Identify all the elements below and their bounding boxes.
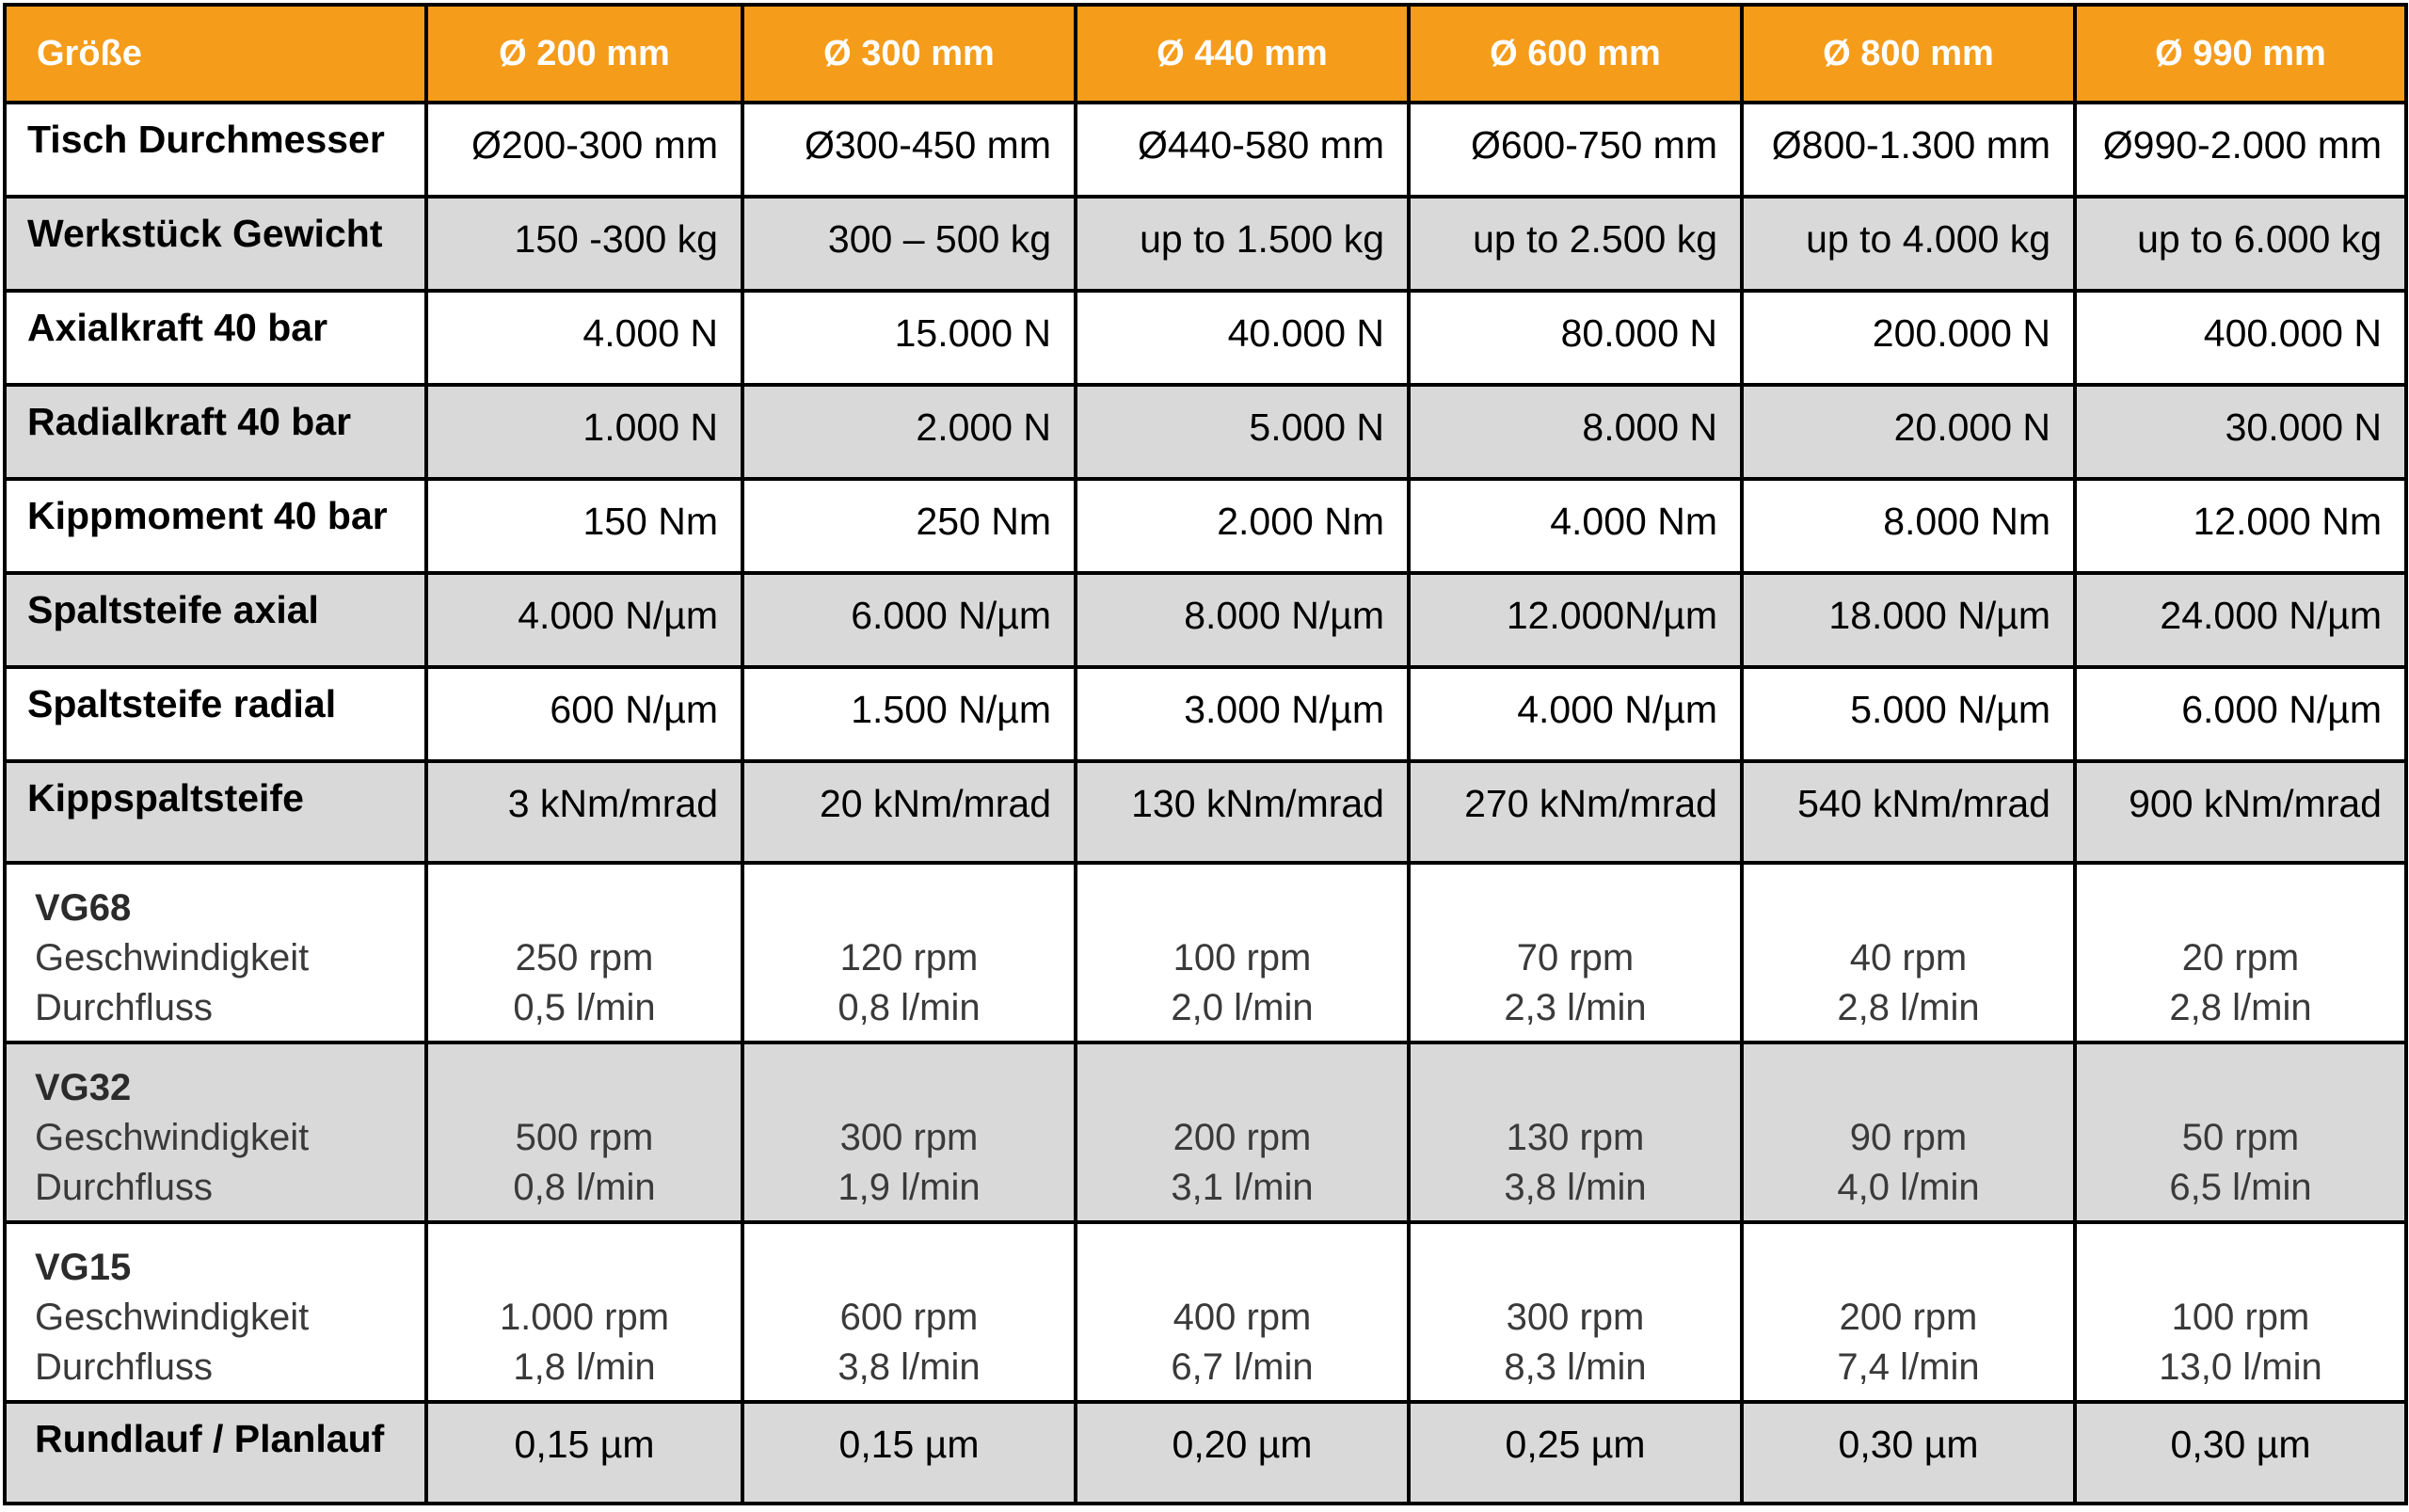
table-cell (1742, 1042, 2075, 1222)
row-label: Spaltsteife radial (5, 667, 426, 761)
header-size-label: Größe (5, 5, 426, 103)
table-cell: up to 2.500 kg (1409, 197, 1742, 291)
table-cell: 400.000 N (2075, 291, 2406, 385)
oil-label-cell (5, 1042, 426, 1222)
flow-value: 2,3 l/min (1504, 987, 1647, 1028)
table-cell: 2.000 Nm (1076, 479, 1409, 573)
speed-value: 100 rpm (2171, 1297, 2310, 1338)
table-cell: 5.000 N (1076, 385, 1409, 479)
table-cell: 8.000 N/µm (1076, 573, 1409, 667)
table-cell: 150 Nm (426, 479, 742, 573)
flow-value: 0,5 l/min (513, 987, 656, 1028)
table-cell (426, 863, 742, 1042)
table-cell: 200.000 N (1742, 291, 2075, 385)
table-cell: 250 Nm (742, 479, 1076, 573)
speed-value: 200 rpm (1173, 1117, 1312, 1158)
table-cell (1409, 1222, 1742, 1402)
flow-value: 3,8 l/min (838, 1346, 981, 1388)
flow-value: 4,0 l/min (1837, 1167, 1980, 1208)
table-cell: 6.000 N/µm (2075, 667, 2406, 761)
table-cell: Ø440-580 mm (1076, 103, 1409, 197)
speed-value: 300 rpm (839, 1117, 979, 1158)
table-cell: 900 kNm/mrad (2075, 761, 2406, 863)
table-cell: 130 kNm/mrad (1076, 761, 1409, 863)
table-cell (1076, 1222, 1409, 1402)
table-cell: 2.000 N (742, 385, 1076, 479)
speed-value: 250 rpm (515, 937, 654, 979)
table-cell: 8.000 N (1409, 385, 1742, 479)
table-cell: up to 6.000 kg (2075, 197, 2406, 291)
table-cell: 40.000 N (1076, 291, 1409, 385)
table-cell: up to 4.000 kg (1742, 197, 2075, 291)
flow-value: 1,8 l/min (513, 1346, 656, 1388)
table-cell: 20.000 N (1742, 385, 2075, 479)
speed-value: 90 rpm (1849, 1117, 1968, 1158)
table-cell: 3 kNm/mrad (426, 761, 742, 863)
row-label: Radialkraft 40 bar (5, 385, 426, 479)
table-row-radialkraft (5, 385, 2406, 479)
table-cell: 20 kNm/mrad (742, 761, 1076, 863)
header-size-600: Ø 600 mm (1409, 5, 1742, 103)
spec-table (3, 3, 2408, 1505)
row-label: Kippspaltsteife (5, 761, 426, 863)
table-cell (1076, 1042, 1409, 1222)
table-cell: 15.000 N (742, 291, 1076, 385)
table-cell: Ø200-300 mm (426, 103, 742, 197)
row-label: Axialkraft 40 bar (5, 291, 426, 385)
table-cell: 18.000 N/µm (1742, 573, 2075, 667)
table-cell (1742, 863, 2075, 1042)
speed-value: 120 rpm (839, 937, 979, 979)
table-cell: 8.000 Nm (1742, 479, 2075, 573)
table-cell: 540 kNm/mrad (1742, 761, 2075, 863)
header-size-800: Ø 800 mm (1742, 5, 2075, 103)
table-cell (2075, 863, 2406, 1042)
table-row-tisch-durchmesser (5, 103, 2406, 197)
flow-value: 13,0 l/min (2159, 1346, 2322, 1388)
table-cell: 12.000 Nm (2075, 479, 2406, 573)
speed-value: 130 rpm (1506, 1117, 1645, 1158)
speed-value: 20 rpm (2181, 937, 2300, 979)
table-row-vg68 (5, 863, 2406, 1042)
table-cell: 0,30 µm (2075, 1402, 2406, 1504)
flow-value: 7,4 l/min (1837, 1346, 1980, 1388)
flow-value: 2,0 l/min (1171, 987, 1314, 1028)
flow-value: 1,9 l/min (838, 1167, 981, 1208)
table-cell: up to 1.500 kg (1076, 197, 1409, 291)
speed-value: 1.000 rpm (499, 1297, 670, 1338)
speed-value: 400 rpm (1173, 1297, 1312, 1338)
table-cell (2075, 1222, 2406, 1402)
table-cell: Ø990-2.000 mm (2075, 103, 2406, 197)
table-row-vg32 (5, 1042, 2406, 1222)
table-cell: 5.000 N/µm (1742, 667, 2075, 761)
header-row (5, 5, 2406, 103)
table-cell (742, 1222, 1076, 1402)
flow-value: 6,7 l/min (1171, 1346, 1314, 1388)
oil-label-cell (5, 1222, 426, 1402)
flow-label: Durchfluss (35, 1167, 213, 1208)
flow-value: 3,8 l/min (1504, 1167, 1647, 1208)
table-cell: 30.000 N (2075, 385, 2406, 479)
speed-label: Geschwindigkeit (35, 1297, 310, 1338)
table-cell: 80.000 N (1409, 291, 1742, 385)
table-cell: 4.000 Nm (1409, 479, 1742, 573)
table-row-spaltsteife-axial (5, 573, 2406, 667)
table-row-rundlauf (5, 1402, 2406, 1504)
speed-label: Geschwindigkeit (35, 937, 310, 979)
speed-label: Geschwindigkeit (35, 1117, 310, 1158)
oil-name: VG68 (35, 887, 132, 929)
header-size-990: Ø 990 mm (2075, 5, 2406, 103)
table-row-kippspaltsteife (5, 761, 2406, 863)
table-row-spaltsteife-radial (5, 667, 2406, 761)
row-label: Spaltsteife axial (5, 573, 426, 667)
table-cell: Ø600-750 mm (1409, 103, 1742, 197)
header-size-440: Ø 440 mm (1076, 5, 1409, 103)
flow-value: 6,5 l/min (2169, 1167, 2312, 1208)
speed-value: 600 rpm (839, 1297, 979, 1338)
table-cell: 3.000 N/µm (1076, 667, 1409, 761)
oil-name: VG32 (35, 1067, 132, 1108)
row-label: Rundlauf / Planlauf (5, 1402, 426, 1504)
row-label: Kippmoment 40 bar (5, 479, 426, 573)
table-cell: 300 – 500 kg (742, 197, 1076, 291)
speed-value: 50 rpm (2181, 1117, 2300, 1158)
oil-name: VG15 (35, 1247, 132, 1288)
table-cell: 0,15 µm (426, 1402, 742, 1504)
flow-value: 2,8 l/min (1837, 987, 1980, 1028)
flow-value: 3,1 l/min (1171, 1167, 1314, 1208)
flow-label: Durchfluss (35, 1346, 213, 1388)
table-cell (1409, 1042, 1742, 1222)
flow-value: 2,8 l/min (2169, 987, 2312, 1028)
flow-value: 0,8 l/min (838, 987, 981, 1028)
table-cell: 4.000 N/µm (1409, 667, 1742, 761)
table-cell (1409, 863, 1742, 1042)
speed-value: 100 rpm (1173, 937, 1312, 979)
table-cell: 1.000 N (426, 385, 742, 479)
speed-value: 300 rpm (1506, 1297, 1645, 1338)
table-cell: 1.500 N/µm (742, 667, 1076, 761)
table-cell (2075, 1042, 2406, 1222)
table-cell: 0,20 µm (1076, 1402, 1409, 1504)
table-cell: 4.000 N/µm (426, 573, 742, 667)
oil-label-cell (5, 863, 426, 1042)
speed-value: 70 rpm (1516, 937, 1635, 979)
flow-label: Durchfluss (35, 987, 213, 1028)
table-cell: 4.000 N (426, 291, 742, 385)
speed-value: 500 rpm (515, 1117, 654, 1158)
table-cell (426, 1042, 742, 1222)
table-cell: 0,25 µm (1409, 1402, 1742, 1504)
spec-table-container (3, 3, 2408, 1505)
table-cell: 150 -300 kg (426, 197, 742, 291)
table-cell (426, 1222, 742, 1402)
table-cell: 270 kNm/mrad (1409, 761, 1742, 863)
table-row-axialkraft (5, 291, 2406, 385)
table-row-werkstueck-gewicht (5, 197, 2406, 291)
table-cell: Ø300-450 mm (742, 103, 1076, 197)
header-size-200: Ø 200 mm (426, 5, 742, 103)
table-cell: 24.000 N/µm (2075, 573, 2406, 667)
table-cell (742, 863, 1076, 1042)
table-row-vg15 (5, 1222, 2406, 1402)
table-row-kippmoment (5, 479, 2406, 573)
table-cell: 600 N/µm (426, 667, 742, 761)
header-size-300: Ø 300 mm (742, 5, 1076, 103)
table-cell: 0,30 µm (1742, 1402, 2075, 1504)
row-label: Tisch Durchmesser (5, 103, 426, 197)
table-cell: 6.000 N/µm (742, 573, 1076, 667)
table-cell: 0,15 µm (742, 1402, 1076, 1504)
speed-value: 200 rpm (1839, 1297, 1978, 1338)
table-cell (1076, 863, 1409, 1042)
flow-value: 0,8 l/min (513, 1167, 656, 1208)
speed-value: 40 rpm (1849, 937, 1968, 979)
table-cell: 12.000N/µm (1409, 573, 1742, 667)
table-cell (742, 1042, 1076, 1222)
table-cell (1742, 1222, 2075, 1402)
table-cell: Ø800-1.300 mm (1742, 103, 2075, 197)
flow-value: 8,3 l/min (1504, 1346, 1647, 1388)
row-label: Werkstück Gewicht (5, 197, 426, 291)
